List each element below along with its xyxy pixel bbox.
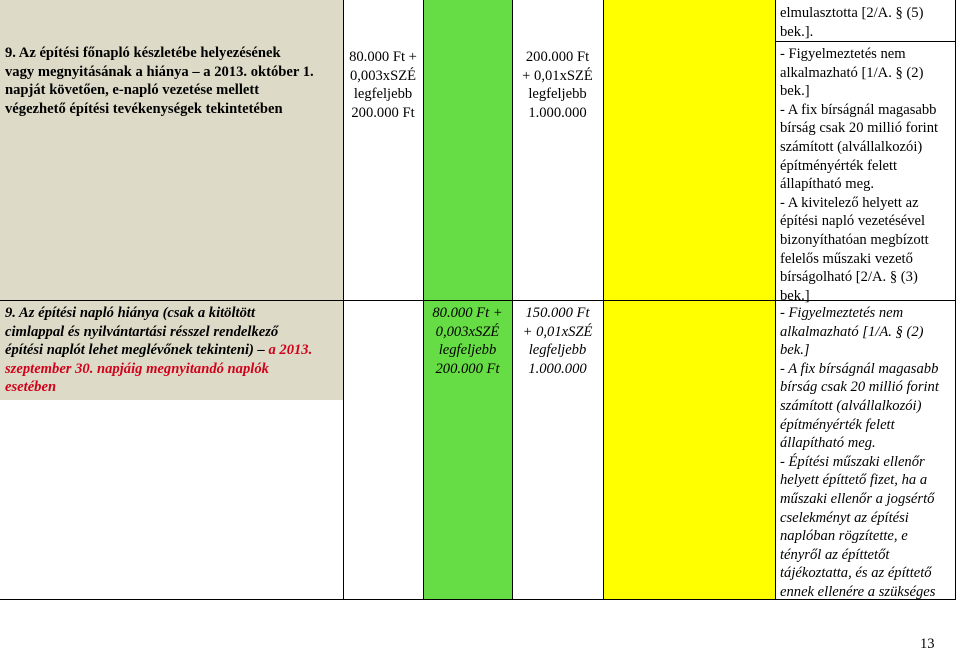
row1-notes: - Figyelmeztetés nem alkalmazható [1/A. § (2) bek.] - A fix bírságnál magasabb bírság csak 20 millió forint számított (alvállalkozói) építményérték felett állapítható meg. - A kivitelező helyett az építési napló vezetésével bizonyíthatóan megbízott felelős műszaki vezető bírságolható [2/A. § (3) bek.] bbox=[780, 46, 939, 304]
row2-notes: - Figyelmeztetés nem alkalmazható [1/A. § (2) bek.] - A fix bírságnál magasabb bírság csak 20 millió forint számított (alvállalkozói) építményérték felett állapítható meg. - Építési műszaki ellenőr helyett építtető fizet, ha a műszaki ellenőr a jogsértő cselekményt az építési naplóban rögzítette, e tényről az építtetőt tájékoztatta, és az építtető ennek ellenére a szükséges bbox=[780, 305, 939, 600]
row1-fine-column-5: 200.000 Ft + 0,01xSZÉ legfeljebb 1.000.000 bbox=[522, 49, 593, 121]
row1-top-note: elmulasztotta [2/A. § (5) bek.]. bbox=[780, 5, 924, 40]
row1-fine-column-2: 80.000 Ft + 0,003xSZÉ legfeljebb 200.000 Ft bbox=[349, 49, 417, 121]
row2-fine-column-4: 80.000 Ft + 0,003xSZÉ legfeljebb 200.000 Ft bbox=[432, 305, 503, 377]
row2-fine-column-5: 150.000 Ft + 0,01xSZÉ legfeljebb 1.000.000 bbox=[522, 305, 593, 377]
row1-description: 9. Az építési főnapló készletébe helyezésének vagy megnyitásának a hiánya – a 2013. október 1. napját követően, e-napló vezetése mellett végezhető építési tevékenységek tekintetében bbox=[5, 45, 314, 117]
row2-description: 9. Az építési napló hiánya (csak a kitöltött cimlappal és nyilvántartási résszel rendelkező építési naplót lehet meglévőnek tekinteni) – a 2013. szeptember 30. napjáig megnyitandó naplók esetében bbox=[5, 305, 313, 396]
page-number: 13 bbox=[920, 636, 935, 652]
